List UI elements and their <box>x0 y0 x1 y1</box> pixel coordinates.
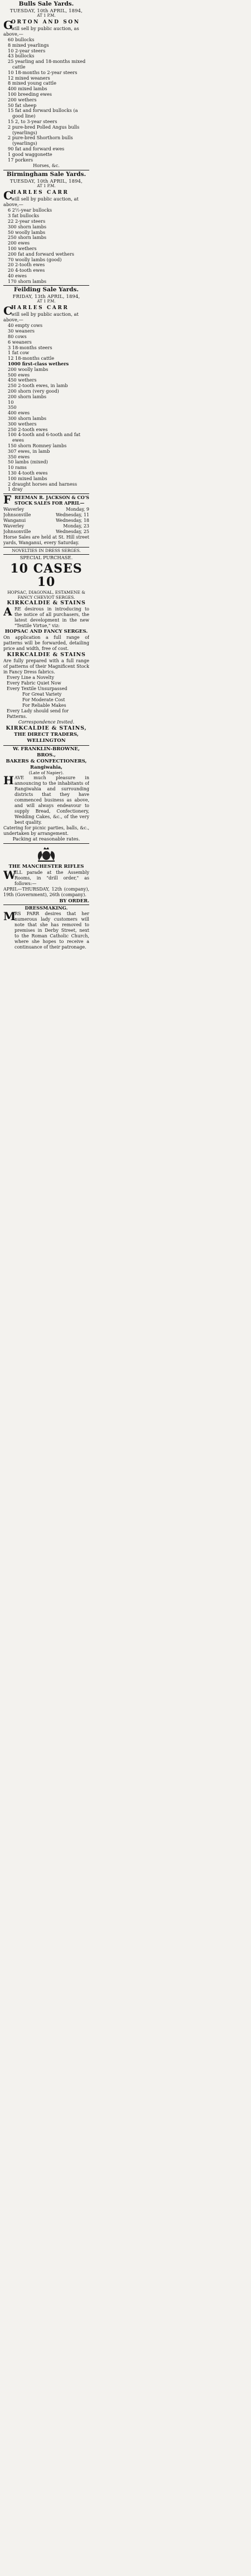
sale-weekday: Wednesday, <box>55 518 83 524</box>
sale-date: TUESDAY, 10th APRIL, 1894, <box>9 8 83 13</box>
sale-day <box>56 529 89 535</box>
list-item: 300 wethers <box>8 421 37 427</box>
sale-place: Waverley <box>3 524 25 529</box>
drop-cap: F <box>3 493 12 507</box>
list-item: 400 mixed lambs <box>8 86 47 92</box>
list-item: 250 shorn lambs <box>8 234 47 241</box>
patterns-paragraph: On application a full range of patterns will be forwarded, detailing price and width, free of cost. <box>3 635 89 652</box>
by-order: BY ORDER. <box>59 897 89 903</box>
drop-cap: C <box>3 189 12 203</box>
list-item: 100 4-tooth and 6-tooth and fat ewes <box>8 432 81 443</box>
list-item: 90 fat and forward ewes <box>8 145 65 151</box>
auctioneer-block <box>3 190 89 207</box>
auction-intro-2: above,— <box>3 31 23 37</box>
auctioneer-name: HARLES CARR <box>11 190 69 196</box>
list-item: 2 draught horses and harness <box>8 481 78 487</box>
special-purchase: SPECIAL PURCHASE. <box>20 555 73 561</box>
every-lady-line: Every Lady should send for Patterns. <box>7 708 69 720</box>
hopsac-heading: HOPSAC AND FANCY SERGES. <box>4 629 88 635</box>
list-item: 250 2-tooth ewes, in lamb <box>8 383 68 389</box>
list-item: 50 fat sheep <box>8 102 37 108</box>
drop-cap: G <box>3 18 13 32</box>
drop-cap: W <box>3 868 16 882</box>
birmingham-sale-section <box>3 171 89 284</box>
feature-item: For Reliable Makes <box>22 703 66 708</box>
feilding-sale-section <box>3 286 89 492</box>
stock-list <box>3 37 89 163</box>
drop-cap: A <box>3 605 12 619</box>
sale-time: AT 1 P.M. <box>37 299 56 304</box>
list-item: 60 bullocks <box>8 37 35 42</box>
list-item: 40 empty cows <box>8 322 43 329</box>
list-item: 1 good waggonette <box>8 151 52 157</box>
list-item: 200 shorn (very good) <box>8 388 59 394</box>
list-item: 10 2-year steers <box>8 47 46 53</box>
list-item: 450 wethers <box>8 377 37 383</box>
list-item: 12 18-months cattle <box>8 355 55 361</box>
list-item: 15 fat and forward bullocks (a good line) <box>8 107 78 119</box>
list-item: 30 weaners <box>8 328 35 334</box>
place-line: Rangiwahia, <box>30 764 62 770</box>
sale-weekday: Wednesday, <box>55 512 83 518</box>
jackson-heading <box>3 495 89 507</box>
list-item: 300 shorn lambs <box>8 223 47 229</box>
list-item: 10 <box>8 399 14 405</box>
advert-header: NOVELTIES IN DRESS SERGES. <box>12 548 81 554</box>
april-dates: APRIL—THURSDAY, 12th (company), 19th (Government), 26th (company). <box>3 886 89 897</box>
firm-name: REEMAN R. JACKSON & CO'S <box>15 495 89 501</box>
sale-place: Johnsonville <box>3 529 31 535</box>
dressmaking-paragraph <box>3 911 89 950</box>
stock-list <box>3 323 89 492</box>
sale-weekday: Monday, <box>66 507 85 512</box>
section-divider <box>3 493 89 494</box>
sale-row <box>3 512 89 518</box>
sale-row <box>3 524 89 529</box>
list-item: 15 2, to 3-year steers <box>8 118 57 124</box>
sale-date: TUESDAY, 10th APRIL, 1894, <box>9 178 83 184</box>
list-item: 70 woolly lambs (good) <box>8 256 62 262</box>
royal-crest-icon <box>3 846 89 863</box>
drop-cap: C <box>3 304 12 318</box>
list-item: 2 pure-bred Shorthorn bulls (yearlings) <box>8 135 73 146</box>
drop-cap: H <box>3 774 14 787</box>
list-item: 350 <box>8 404 17 410</box>
auctioneer-block <box>3 305 89 322</box>
auctioneer-name: ORTON AND SON <box>11 19 80 25</box>
list-item: 130 4-tooth ewes <box>8 470 48 476</box>
auction-intro: will sell by public auction, as <box>11 26 79 31</box>
list-item: 150 shorn Romney lambs <box>8 443 67 449</box>
list-item: 12 mixed weaners <box>8 75 50 81</box>
list-item: 200 shorn lambs <box>8 393 47 399</box>
auction-intro: will sell by public auction, at <box>11 196 79 202</box>
list-item: 100 wethers <box>8 245 37 251</box>
intro-paragraph <box>3 775 89 825</box>
stock-list <box>3 208 89 284</box>
list-item: 100 mixed lambs <box>8 475 47 481</box>
list-item: 1 fat cow <box>8 350 30 356</box>
dressmaking-title: DRESSMAKING. <box>25 905 68 911</box>
browne-advert <box>3 746 89 842</box>
sale-place: Wanganui <box>3 518 26 524</box>
sale-date: FRIDAY, 13th APRIL, 1894, <box>12 294 80 300</box>
paragraph-text: AVE much pleasure in announcing to the inhabitants of Rangiwahia and surrounding districts that they have commenced business as above, and will always endeavour to supply Bread, Confectionery, Wedding Cakes, &c., of the very best quality. <box>15 775 89 825</box>
section-divider <box>3 547 89 548</box>
firm-name: KIRKCALDIE & STAINS, <box>6 725 87 732</box>
sale-date-num: 11 <box>83 512 89 518</box>
list-item: 40 ewes <box>8 272 27 278</box>
auction-intro: will sell by public auction, at <box>11 311 79 317</box>
list-item: 25 yearling and 18-months mixed cattle <box>8 58 86 70</box>
correspondence-note: Correspondence Invited. <box>18 720 75 725</box>
section-title: Bulls Sale Yards. <box>18 1 74 7</box>
range-paragraph: Are fully prepared with a full range of patterns of their Magnificent Stock in Fancy Dress fabrics. <box>3 658 89 675</box>
list-item: 8 mixed yearlings <box>8 42 49 48</box>
firm-name: KIRKCALDIE & STAINS <box>7 652 86 658</box>
parade-paragraph <box>3 870 89 887</box>
intro-paragraph <box>3 607 89 629</box>
list-item: 10 18-months to 2-year steers <box>8 69 78 75</box>
direct-traders: THE DIRECT TRADERS, <box>14 732 79 738</box>
section-divider <box>3 843 89 844</box>
section-title: Birmingham Sale Yards. <box>6 171 86 178</box>
paragraph-text: RS PARR desires that her numerous lady customers will note that she has removed to premises in Derby Street, next to the Roman Catholic Church, where she hopes to receive a continuance of their patronage. <box>15 911 89 950</box>
sale-weekday: Monday, <box>63 524 83 529</box>
sale-day <box>56 512 89 518</box>
list-item: 17 porkers <box>8 157 33 163</box>
list-item: 2 pure-bred Polled Angus bulls (yearlings) <box>8 124 80 135</box>
trade-line: BAKERS & CONFECTIONERS, <box>6 759 87 765</box>
auctioneer-name: HARLES CARR <box>11 305 69 311</box>
list-item: 200 woolly lambs <box>8 366 49 372</box>
list-item: 1000 first-class wethers <box>8 361 69 367</box>
sale-day <box>63 524 89 529</box>
sale-time: AT 1 P.M. <box>37 184 56 189</box>
horse-sales-note: Horse Sales are held at St. Hill street yards, Wanganui, every Saturday. <box>3 535 89 546</box>
list-item: 20 2-tooth ewes <box>8 262 45 268</box>
list-item: 80 cows <box>8 334 27 340</box>
list-item: 250 2-tooth ewes <box>8 426 48 432</box>
rifles-title: THE MANCHESTER RIFLES <box>8 863 84 869</box>
sales-heading: STOCK SALES FOR APRIL— <box>15 500 85 506</box>
paragraph-text: RE desirous in introducing to the notice of all purchasers, the latest development in the new "Textile Virtue," viz: <box>15 607 89 629</box>
feature-item: For Moderate Cost <box>22 697 65 703</box>
sale-day <box>66 507 89 512</box>
list-item: 307 ewes, in lamb <box>8 448 50 454</box>
sale-date-num: 23 <box>83 524 89 529</box>
kirkcaldie-advert <box>3 548 89 744</box>
paragraph-text: ILL parade at the Assembly Rooms, in "drill order," as follows:— <box>15 869 89 886</box>
list-item: 6 weaners <box>8 339 32 345</box>
auction-intro-2: above,— <box>3 317 23 323</box>
auctioneer-block <box>3 19 89 37</box>
firm-name: KIRKCALDIE & STAINS <box>7 600 86 607</box>
rifles-advert <box>3 846 89 903</box>
auction-intro-2: above,— <box>3 202 23 208</box>
list-item: 170 shorn lambs <box>8 278 47 284</box>
feature-item: Every Fabric Quiet Now <box>7 681 61 686</box>
list-item: 200 ewes <box>8 240 30 246</box>
feature-item: For Great Variety <box>22 692 62 697</box>
list-item: 400 ewes <box>8 410 30 416</box>
list-item: 3 18-months steers <box>8 344 52 350</box>
city-name: WELLINGTON <box>27 738 66 744</box>
list-item: 200 fat and forward wethers <box>8 251 74 257</box>
firm-name: W. FRANKLIN-BROWNE, BROS., <box>13 746 80 759</box>
cases-heading: 10 CASES 10 <box>10 561 83 590</box>
list-item: 50 woolly lambs <box>8 229 46 235</box>
list-item: 200 wethers <box>8 96 37 102</box>
sale-row <box>3 518 89 524</box>
section-divider <box>3 285 89 286</box>
section-title: Feilding Sale Yards. <box>13 286 79 294</box>
jackson-stock-sales <box>3 495 89 546</box>
sale-date-num: 18 <box>83 518 89 524</box>
advertisement-column <box>3 0 89 950</box>
list-item: 43 bullocks <box>8 53 35 59</box>
list-item: 10 rams <box>8 465 27 471</box>
list-item: 1 dray <box>8 486 23 492</box>
list-item: 50 lambs (mixed) <box>8 459 48 465</box>
list-item: 300 shorn lambs <box>8 416 47 422</box>
list-item: 350 ewes <box>8 453 30 460</box>
list-item: 20 4-tooth ewes <box>8 267 45 273</box>
sale-row <box>3 507 89 512</box>
drop-cap: M <box>3 909 16 923</box>
section-end-note: Horses, &c. <box>33 163 60 169</box>
fabric-description: HOPSAC, DIAGONAL, ESTAMENE & FANCY CHEVIOT SERGES. <box>7 590 85 600</box>
section-divider <box>3 745 89 746</box>
sale-weekday: Wednesday, <box>55 529 83 535</box>
late-of-line: (Late of Napier). <box>28 770 64 775</box>
packing-line: Packing at reasonable rates. <box>12 836 80 842</box>
sale-row <box>3 529 89 535</box>
sale-time: AT 1 P.M. <box>37 13 56 18</box>
bulls-sale-section <box>3 1 89 169</box>
list-item: 500 ewes <box>8 372 30 378</box>
catering-paragraph: Catering for picnic parties, balls, &c., undertaken by arrangement. <box>3 825 89 836</box>
dressmaking-advert <box>3 906 89 950</box>
sale-date-num: 9 <box>86 507 89 512</box>
list-item: 3 fat bullocks <box>8 213 40 219</box>
list-item: 22 2-year steers <box>8 218 46 224</box>
sale-day <box>56 518 89 524</box>
list-item: 8 mixed young cattle <box>8 80 56 86</box>
sale-date-num: 25 <box>83 529 89 535</box>
sale-place: Waverley <box>3 507 25 512</box>
feature-item: Every Line a Novelty <box>7 675 54 681</box>
feature-item: Every Textile Unsurpassed <box>7 686 67 692</box>
list-item: 6 2½-year bullocks <box>8 207 52 213</box>
sale-place: Johnsonville <box>3 512 31 518</box>
list-item: 100 breeding ewes <box>8 91 52 97</box>
